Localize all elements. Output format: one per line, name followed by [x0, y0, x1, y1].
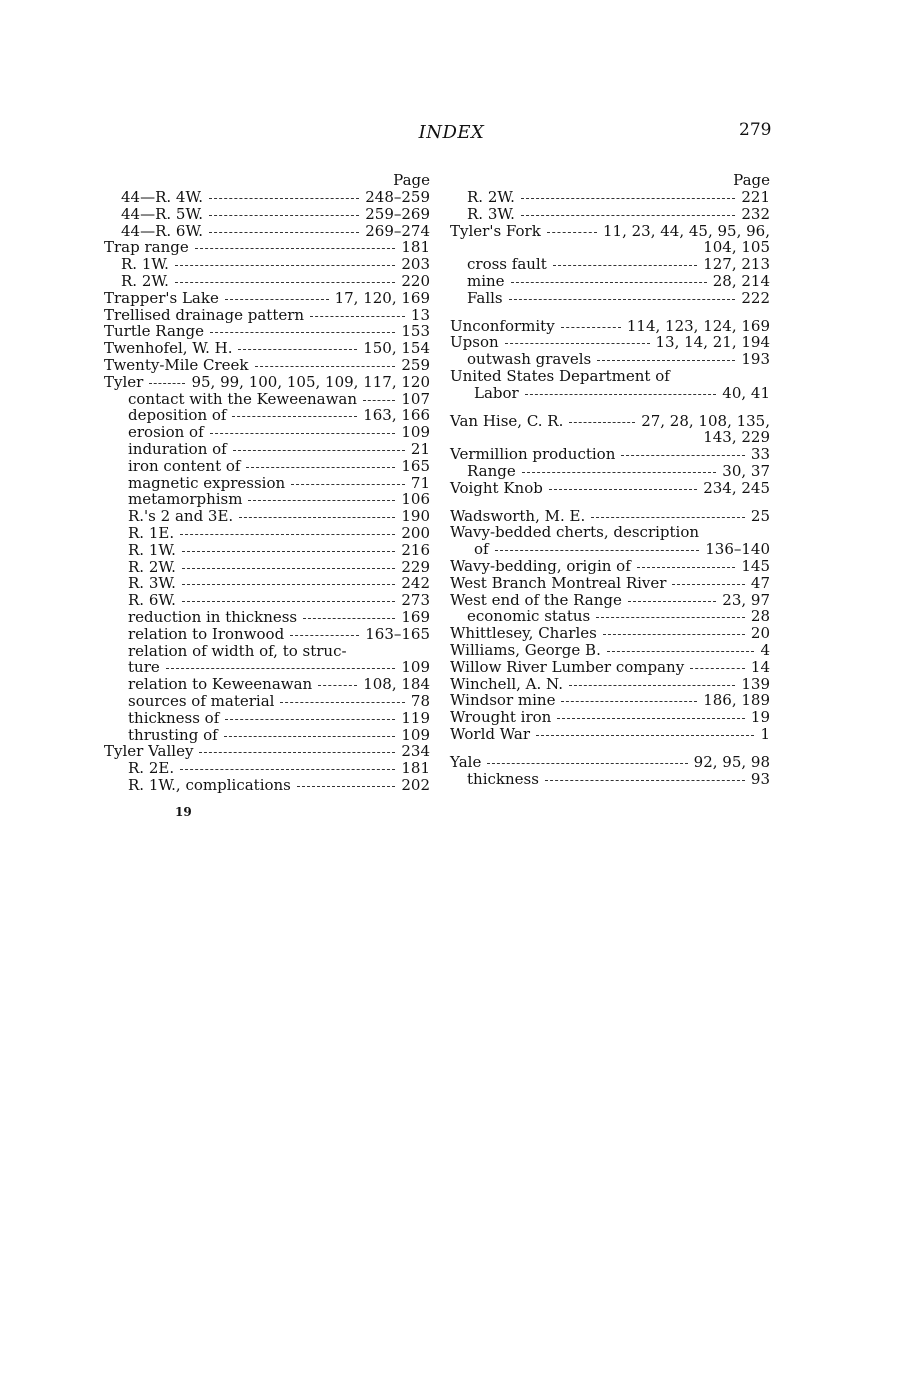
dot-leader	[210, 433, 396, 434]
entry-term: thrusting of	[128, 725, 218, 744]
index-subentry	[104, 710, 430, 727]
entry-term: World War	[450, 724, 530, 743]
index-subentry	[104, 575, 430, 592]
index-subentry	[104, 626, 430, 643]
entry-pages: 248–259	[365, 188, 430, 206]
dot-leader	[280, 702, 404, 703]
index-subentry	[450, 541, 770, 558]
dot-leader	[521, 198, 735, 199]
index-subentry	[104, 206, 430, 223]
dot-leader	[175, 282, 395, 283]
entry-term: West Branch Montreal River	[450, 573, 667, 592]
index-entry	[450, 318, 770, 335]
entry-term: Willow River Lumber company	[450, 657, 685, 676]
index-entries-left	[104, 189, 430, 794]
entry-pages: 186, 189	[703, 691, 770, 710]
entry-term: R. 1W.	[128, 540, 176, 559]
entry-pages: 222	[741, 288, 770, 307]
index-subentry	[450, 256, 770, 273]
dot-leader	[209, 232, 359, 233]
entry-term: Voight Knob	[450, 478, 543, 497]
entry-pages: 200	[401, 523, 430, 542]
entry-pages: 203	[401, 255, 430, 274]
entry-pages: 107	[401, 389, 430, 408]
dot-leader	[195, 248, 396, 249]
entry-term: R. 3W.	[128, 574, 176, 593]
page-title: INDEX	[418, 122, 485, 143]
dot-leader	[561, 701, 697, 702]
entry-pages: 127, 213	[703, 255, 770, 274]
dot-leader	[180, 534, 395, 535]
entry-term: Yale	[450, 752, 482, 771]
entry-pages: 20	[750, 624, 770, 643]
entry-term: Labor	[474, 383, 519, 402]
index-subentry	[450, 608, 770, 625]
index-subentry	[104, 525, 430, 542]
entry-pages: 11, 23, 44, 45, 95, 96,	[603, 221, 770, 240]
entry-gap	[450, 497, 770, 508]
entry-term: outwash gravels	[467, 350, 592, 369]
entry-pages: 95, 99, 100, 105, 109, 117, 120	[191, 372, 430, 391]
entry-term: Vermillion production	[450, 445, 616, 464]
entry-pages: 25	[750, 506, 770, 525]
entry-pages: 181	[401, 238, 430, 257]
dot-leader	[596, 617, 745, 618]
entry-term: sources of material	[128, 691, 275, 710]
dot-leader	[557, 718, 745, 719]
entry-term: Tyler	[104, 372, 144, 391]
entry-pages: 139	[741, 674, 770, 693]
dot-leader	[569, 685, 735, 686]
entry-pages: 71	[410, 473, 430, 492]
index-subentry	[104, 542, 430, 559]
entry-term: 44—R. 4W.	[121, 188, 204, 206]
dot-leader	[149, 383, 185, 384]
entry-pages: 163–165	[365, 624, 430, 643]
entry-term: contact with the Keweenawan	[128, 389, 358, 408]
dot-leader	[487, 763, 687, 764]
entry-term: Twenhofel, W. H.	[104, 339, 233, 358]
index-entry	[450, 239, 770, 256]
index-subentry	[450, 351, 770, 368]
index-subentry	[450, 463, 770, 480]
dot-leader	[522, 472, 717, 473]
entry-pages: 108, 184	[363, 675, 430, 694]
dot-leader	[672, 584, 744, 585]
index-entry	[450, 446, 770, 463]
index-entry	[104, 239, 430, 256]
entry-pages: 4	[760, 640, 770, 659]
entry-term: magnetic expression	[128, 473, 286, 492]
entry-term: R. 2W.	[128, 557, 176, 576]
index-subentry	[450, 290, 770, 307]
entry-term: metamorphism	[128, 490, 243, 509]
dot-leader	[363, 400, 395, 401]
entry-pages: 119	[401, 708, 430, 727]
entry-pages: 269–274	[365, 221, 430, 240]
entry-term: West end of the Range	[450, 590, 622, 609]
dot-leader	[182, 601, 395, 602]
entry-term: cross fault	[467, 255, 547, 274]
entry-term: 44—R. 5W.	[121, 204, 204, 223]
entry-pages: 259	[401, 355, 430, 374]
dot-leader	[209, 215, 359, 216]
entry-term: Williams, George B.	[450, 640, 601, 659]
entry-term: mine	[467, 271, 505, 290]
entry-term: Windsor mine	[450, 691, 556, 710]
index-subentry	[104, 559, 430, 576]
entry-pages: 150, 154	[363, 339, 430, 358]
dot-leader	[690, 668, 745, 669]
index-entries-right	[450, 189, 770, 787]
dot-leader	[246, 467, 395, 468]
dot-leader	[182, 568, 395, 569]
index-subentry	[450, 771, 770, 788]
entry-term: 44—R. 6W.	[121, 221, 204, 240]
index-entry	[104, 290, 430, 307]
dot-leader	[224, 736, 396, 737]
dot-leader	[182, 584, 395, 585]
dot-leader	[495, 550, 700, 551]
entry-pages: 163, 166	[363, 406, 430, 425]
entry-term: Trellised drainage pattern	[104, 305, 305, 324]
entry-term: iron content of	[128, 456, 241, 475]
dot-leader	[591, 517, 745, 518]
dot-leader	[549, 489, 697, 490]
entry-term: Wavy-bedded cherts, description	[450, 523, 700, 542]
entry-term: Range	[467, 461, 516, 480]
dot-leader	[525, 394, 717, 395]
entry-term: United States Department of	[450, 366, 670, 385]
index-entry	[450, 754, 770, 771]
index-entry	[104, 323, 430, 340]
entry-pages: 78	[410, 691, 430, 710]
index-entry	[104, 374, 430, 391]
entry-term: R. 3W.	[467, 204, 515, 223]
entry-pages: 19	[750, 708, 770, 727]
entry-term: Upson	[450, 333, 499, 352]
entry-pages: 17, 120, 169	[334, 288, 430, 307]
entry-pages: 21	[410, 439, 430, 458]
entry-gap	[450, 307, 770, 318]
dot-leader	[536, 735, 754, 736]
entry-pages: 202	[401, 775, 430, 794]
dot-leader	[553, 265, 697, 266]
index-entry	[104, 743, 430, 760]
index-subentry	[104, 760, 430, 777]
entry-pages: 169	[401, 607, 430, 626]
index-subentry	[104, 475, 430, 492]
entry-term: economic status	[467, 607, 591, 626]
index-entry	[450, 625, 770, 642]
index-entry	[450, 558, 770, 575]
entry-pages: 30, 37	[722, 461, 770, 480]
entry-pages: 104, 105	[703, 238, 770, 257]
dot-leader	[547, 232, 597, 233]
entry-pages: 145	[741, 556, 770, 575]
entry-term: relation to Ironwood	[128, 624, 285, 643]
entry-term: Wrought iron	[450, 708, 552, 727]
entry-pages: 153	[401, 322, 430, 341]
dot-leader	[225, 719, 395, 720]
index-subentry	[104, 441, 430, 458]
dot-leader	[521, 215, 735, 216]
index-column-left	[104, 172, 430, 794]
index-subentry	[104, 693, 430, 710]
entry-pages: 232	[741, 204, 770, 223]
index-entry	[450, 659, 770, 676]
index-subentry	[104, 273, 430, 290]
entry-pages: 14	[750, 657, 770, 676]
dot-leader	[209, 198, 359, 199]
entry-term: erosion of	[128, 423, 204, 442]
index-subentry	[104, 407, 430, 424]
dot-leader	[509, 299, 736, 300]
index-subentry	[104, 189, 430, 206]
index-subentry	[104, 391, 430, 408]
entry-pages: 40, 41	[722, 383, 770, 402]
entry-term: Winchell, A. N.	[450, 674, 563, 693]
index-entry	[450, 709, 770, 726]
entry-term: R. 1W.	[121, 255, 169, 274]
entry-term: Unconformity	[450, 316, 555, 335]
index-entry	[450, 368, 770, 385]
entry-term: Trapper's Lake	[104, 288, 219, 307]
dot-leader	[603, 634, 745, 635]
dot-leader	[180, 769, 395, 770]
index-subentry	[104, 256, 430, 273]
entry-term: ture	[128, 658, 160, 677]
entry-term: Wadsworth, M. E.	[450, 506, 586, 525]
entry-term: R. 2W.	[467, 188, 515, 206]
entry-pages: 28, 214	[712, 271, 770, 290]
entry-term: R. 6W.	[128, 591, 176, 610]
entry-pages: 242	[401, 574, 430, 593]
dot-leader	[545, 780, 745, 781]
entry-pages: 221	[741, 188, 770, 206]
index-entry	[450, 692, 770, 709]
dot-leader	[175, 265, 395, 266]
index-entry	[450, 413, 770, 430]
entry-term: Tyler Valley	[104, 742, 194, 761]
index-subentry	[450, 385, 770, 402]
dot-leader	[232, 416, 357, 417]
index-subentry	[450, 189, 770, 206]
index-subentry	[104, 508, 430, 525]
entry-term: R. 1E.	[128, 523, 175, 542]
index-subentry	[104, 491, 430, 508]
entry-term: R. 2E.	[128, 759, 175, 778]
index-subentry	[104, 659, 430, 676]
dot-leader	[182, 551, 395, 552]
entry-term: R.'s 2 and 3E.	[128, 507, 234, 526]
index-subentry	[104, 609, 430, 626]
entry-pages: 28	[750, 607, 770, 626]
entry-pages: 13, 14, 21, 194	[655, 333, 770, 352]
entry-pages: 109	[401, 658, 430, 677]
entry-term: Tyler's Fork	[450, 221, 541, 240]
entry-term: Wavy-bedding, origin of	[450, 556, 631, 575]
dot-leader	[628, 601, 716, 602]
index-subentry	[104, 777, 430, 794]
dot-leader	[225, 299, 329, 300]
entry-pages: 234	[401, 742, 430, 761]
entry-pages: 93	[750, 769, 770, 788]
entry-pages: 165	[401, 456, 430, 475]
dot-leader	[607, 651, 755, 652]
signature-mark: 19	[175, 805, 192, 819]
entry-pages: 33	[750, 445, 770, 464]
entry-pages: 13	[410, 305, 430, 324]
dot-leader	[233, 450, 405, 451]
index-entry	[450, 223, 770, 240]
entry-pages: 259–269	[365, 204, 430, 223]
dot-leader	[255, 366, 396, 367]
entry-term: thickness	[467, 769, 539, 788]
dot-leader	[238, 349, 357, 350]
entry-pages: 92, 95, 98	[693, 752, 770, 771]
entry-term: thickness of	[128, 708, 220, 727]
entry-term: Twenty-Mile Creek	[104, 355, 249, 374]
entry-term: Turtle Range	[104, 322, 205, 341]
entry-pages: 234, 245	[703, 478, 770, 497]
index-subentry	[104, 223, 430, 240]
entry-term: relation to Keweenawan	[128, 675, 313, 694]
dot-leader	[303, 618, 395, 619]
dot-leader	[291, 484, 405, 485]
entry-pages: 1	[760, 724, 770, 743]
dot-leader	[637, 567, 736, 568]
entry-term: induration of	[128, 439, 227, 458]
index-entry	[450, 334, 770, 351]
dot-leader	[210, 332, 395, 333]
entry-pages: 23, 97	[722, 590, 770, 609]
index-subentry	[450, 206, 770, 223]
dot-leader	[597, 360, 735, 361]
index-entry	[450, 575, 770, 592]
entry-pages: 220	[401, 271, 430, 290]
index-subentry	[104, 727, 430, 744]
index-subentry	[104, 424, 430, 441]
entry-pages: 109	[401, 725, 430, 744]
dot-leader	[239, 517, 395, 518]
dot-leader	[199, 752, 395, 753]
index-entry	[450, 676, 770, 693]
index-entry	[104, 307, 430, 324]
index-entry	[104, 340, 430, 357]
page-number: 279	[739, 120, 772, 140]
entry-term: deposition of	[128, 406, 227, 425]
index-entry	[450, 592, 770, 609]
entry-pages: 106	[401, 490, 430, 509]
index-subentry	[450, 273, 770, 290]
index-entry	[450, 480, 770, 497]
entry-term: Van Hise, C. R.	[450, 411, 564, 430]
entry-pages: 143, 229	[703, 428, 770, 447]
index-entry	[450, 508, 770, 525]
entry-term: Falls	[467, 288, 503, 307]
entry-pages: 114, 123, 124, 169	[626, 316, 770, 335]
entry-pages: 181	[401, 759, 430, 778]
index-entry	[450, 524, 770, 541]
entry-pages: 190	[401, 507, 430, 526]
index-subentry	[104, 458, 430, 475]
dot-leader	[318, 685, 357, 686]
dot-leader	[569, 422, 635, 423]
dot-leader	[166, 668, 396, 669]
index-entry	[104, 357, 430, 374]
index-entry	[450, 429, 770, 446]
index-subentry	[104, 592, 430, 609]
entry-pages: 47	[750, 573, 770, 592]
dot-leader	[297, 786, 395, 787]
page-column-label: Page	[393, 171, 430, 189]
entry-term: reduction in thickness	[128, 607, 298, 626]
index-subentry	[104, 676, 430, 693]
entry-pages: 193	[741, 350, 770, 369]
index-subentry	[104, 643, 430, 660]
entry-term: R. 2W.	[121, 271, 169, 290]
entry-pages: 229	[401, 557, 430, 576]
dot-leader	[511, 282, 707, 283]
dot-leader	[505, 343, 650, 344]
entry-gap	[450, 402, 770, 413]
page-column-label: Page	[733, 171, 770, 189]
dot-leader	[290, 635, 359, 636]
entry-term: of	[474, 540, 489, 559]
entry-pages: 136–140	[705, 540, 770, 559]
entry-term: relation of width of, to struc-	[128, 641, 347, 660]
entry-term: Whittlesey, Charles	[450, 624, 597, 643]
entry-pages: 273	[401, 591, 430, 610]
index-entry	[450, 726, 770, 743]
dot-leader	[561, 327, 621, 328]
dot-leader	[248, 500, 395, 501]
index-entry	[450, 642, 770, 659]
entry-term: Trap range	[104, 238, 189, 257]
dot-leader	[621, 455, 745, 456]
entry-pages: 109	[401, 423, 430, 442]
entry-pages: 27, 28, 108, 135,	[641, 411, 770, 430]
entry-pages: 216	[401, 540, 430, 559]
index-column-right	[450, 172, 770, 787]
entry-term: R. 1W., complications	[128, 775, 291, 794]
dot-leader	[310, 316, 405, 317]
